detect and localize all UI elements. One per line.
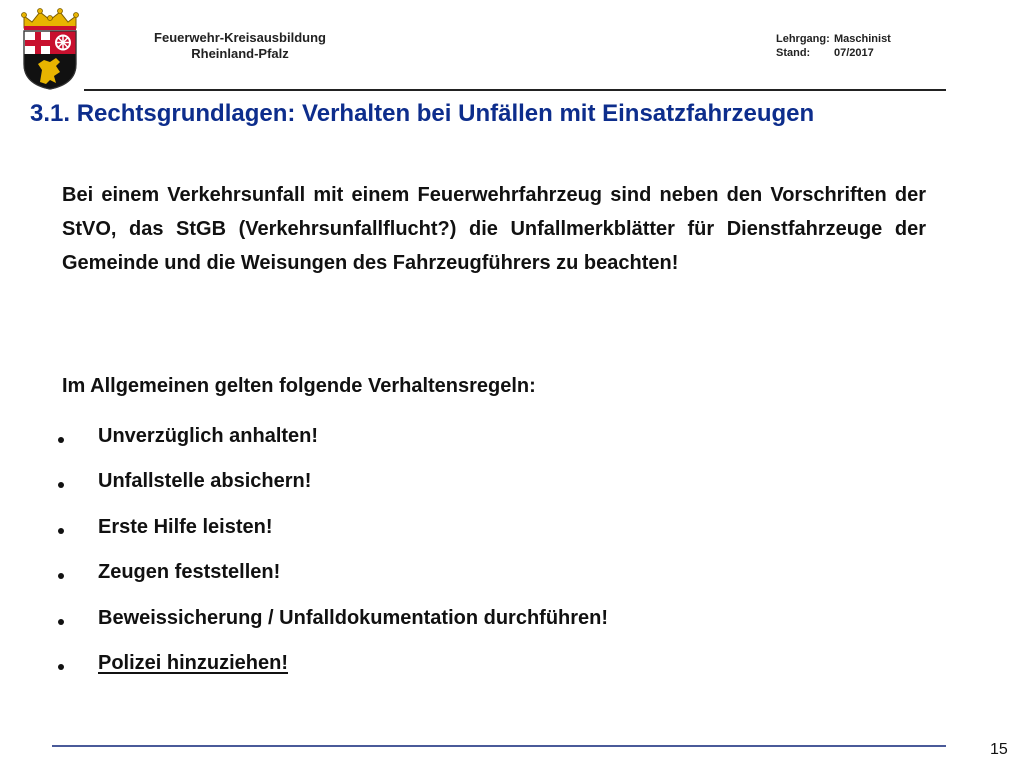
list-item-text: Beweissicherung / Unfalldokumentation durchführen! xyxy=(98,606,609,629)
bullet-icon xyxy=(58,664,64,670)
intro-paragraph: Bei einem Verkehrsunfall mit einem Feuerwehrfahrzeug sind neben den Vorschriften der StVO, das StGB (Verkehrsunfallflucht?) die Unfallmerkblätter für Dienstfahrzeuge der Gemeinde und die Weisungen des Fahrzeugführers zu beachten! xyxy=(62,184,926,274)
course-row xyxy=(776,32,891,46)
list-item-text: Unfallstelle absichern! xyxy=(98,470,312,493)
organization-line-1: Feuerwehr-Kreisausbildung xyxy=(154,30,326,45)
status-value: 07/2017 xyxy=(834,47,874,59)
rules-heading: Im Allgemeinen gelten folgende Verhaltensregeln: xyxy=(62,375,536,397)
list-item xyxy=(58,607,608,652)
list-item xyxy=(58,470,608,515)
bullet-icon xyxy=(58,528,64,534)
course-info xyxy=(776,32,891,60)
list-item xyxy=(58,652,608,697)
organization-name xyxy=(110,30,370,62)
course-value: Maschinist xyxy=(834,33,891,45)
status-label: Stand: xyxy=(776,47,811,59)
bullet-icon xyxy=(58,437,64,443)
rules-list xyxy=(58,425,608,697)
list-item-text-underlined: Polizei hinzuziehen! xyxy=(98,651,289,674)
bullet-icon xyxy=(58,619,64,625)
list-item-text: Unverzüglich anhalten! xyxy=(98,425,319,447)
list-item xyxy=(58,516,608,561)
status-row xyxy=(776,46,891,60)
slide-title: 3.1. Rechtsgrundlagen: Verhalten bei Unfällen mit Einsatzfahrzeugen xyxy=(30,100,815,127)
coat-of-arms-icon xyxy=(18,6,82,90)
page-number: 15 xyxy=(990,741,1008,758)
list-item xyxy=(58,561,608,606)
bullet-icon xyxy=(58,573,64,579)
bullet-icon xyxy=(58,482,64,488)
header-divider xyxy=(84,89,946,91)
footer-divider xyxy=(52,745,946,747)
course-label: Lehrgang: xyxy=(776,33,830,45)
list-item-text: Zeugen feststellen! xyxy=(98,561,281,584)
organization-line-2: Rheinland-Pfalz xyxy=(191,46,289,61)
list-item-text: Erste Hilfe leisten! xyxy=(98,515,273,538)
list-item xyxy=(58,425,608,470)
